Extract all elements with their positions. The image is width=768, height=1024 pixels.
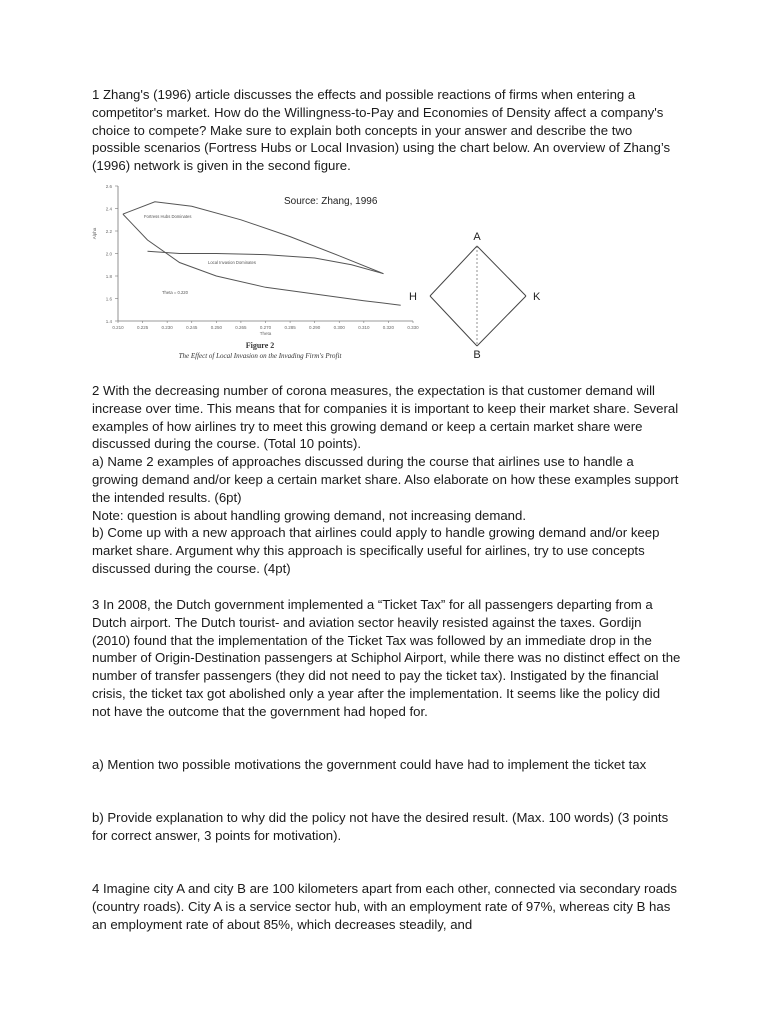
- y-tick-label: 2.0: [105, 251, 112, 257]
- annotation-fortress-hubs: Fortress Hubs Dominates: [144, 214, 192, 219]
- x-axis-label: Theta: [259, 331, 272, 336]
- edge-A-H: [430, 246, 477, 296]
- y-tick-label: 1.4: [105, 319, 112, 324]
- question-3-text: 3 In 2008, the Dutch government implemented a “Ticket Tax” for all passengers departing from a Dutch airport. The Dutch tourist- and aviation sector heavily resisted against the taxes. Gordijn (2010) found that the implementation of the Ticket Tax was followed by an immediate drop in the number of Origin-Destination passengers at Schiphol Airport, while there was no distinct effect on the number of transfer passengers (they did not need to pay the ticket tax). Instigated by the financial crisis, the ticket tax got abolished only a year after the implementation. It seems like the policy did not have the outcome that the government had hoped for.: [92, 597, 681, 719]
- question-3a-text: a) Mention two possible motivations the government could have had to implement the ticket tax: [92, 757, 647, 772]
- edge-H-B: [430, 296, 477, 346]
- edge-A-K: [477, 246, 526, 296]
- figure-caption-subtitle: The Effect of Local Invasion on the Invading Firm's Profit: [178, 352, 342, 360]
- y-tick-label: 1.6: [105, 296, 112, 302]
- node-label-A: A: [473, 231, 481, 243]
- x-tick-label: 0.270: [259, 325, 272, 330]
- question-3b-text: b) Provide explanation to why did the policy not have the desired result. (Max. 100 words) (3 points for correct answer, 3 points for motivation).: [92, 810, 669, 843]
- y-tick-label: 2.2: [105, 229, 112, 234]
- zhang-network-diagram: [405, 228, 555, 363]
- x-tick-label: 0.245: [186, 325, 198, 330]
- x-tick-label: 0.250: [210, 325, 222, 330]
- question-1-text: 1 Zhang's (1996) article discusses the effects and possible reactions of firms when entering a competitor's market. How do the Willingness-to-Pay and Economies of Density affect a company's choice to compete? Make sure to explain both concepts in your answer and describe the two possible scenarios (Fortress Hubs or Local Invasion) using the chart below. An overview of Zhang’s (1996) network is given in the second figure.: [92, 87, 671, 174]
- y-tick-label: 2.4: [105, 206, 112, 212]
- series-line: [148, 251, 384, 273]
- x-tick-label: 0.285: [284, 325, 296, 330]
- x-tick-label: 0.290: [309, 325, 321, 330]
- network-svg: [405, 228, 555, 363]
- question-4-text: 4 Imagine city A and city B are 100 kilometers apart from each other, connected via secondary roads (country roads). City A is a service sector hub, with an employment rate of 97%, whereas city B has an employment rate of about 85%, which decreases steadily, and: [92, 881, 677, 932]
- edge-K-B: [477, 296, 526, 346]
- figure-caption-title: Figure 2: [245, 341, 275, 350]
- y-tick-label: 2.6: [105, 184, 112, 189]
- y-axis-label: Alpha: [92, 227, 97, 240]
- y-tick-label: 1.8: [105, 274, 112, 279]
- node-label-K: K: [533, 291, 541, 303]
- node-label-B: B: [473, 349, 481, 361]
- x-tick-label: 0.265: [235, 325, 247, 330]
- zhang-chart: [88, 178, 428, 368]
- annotation-theta: Theta = 0.220: [162, 290, 188, 295]
- x-tick-label: 0.320: [382, 325, 395, 330]
- x-tick-label: 0.230: [161, 325, 173, 330]
- question-2-text: 2 With the decreasing number of corona measures, the expectation is that customer demand will increase over time. This means that for companies it is important to keep their market share. Several examples of how airlines try to meet this growing demand or keep a certain market share were discussed during the course. (Total 10 points). a) Name 2 examples of approaches discussed during the course that airlines use to handle a growing demand and/or keep a certain market share. Also elaborate on how these examples support the intended results. (6pt) Note: question is about handling growing demand, not increasing demand. b) Come up with a new approach that airlines could apply to handle growing demand and/or keep market share. Argument why this approach is specifically useful for airlines, try to use concepts discussed during the course. (4pt): [92, 383, 679, 576]
- x-tick-label: 0.210: [112, 325, 124, 330]
- x-tick-label: 0.330: [407, 325, 419, 330]
- annotation-local-invasion: Local Invasion Dominates: [208, 260, 256, 265]
- node-label-H: H: [409, 291, 417, 303]
- zhang-figure: [88, 178, 428, 368]
- x-tick-label: 0.225: [136, 325, 149, 330]
- x-tick-label: 0.300: [333, 325, 345, 330]
- chart-title: Source: Zhang, 1996: [284, 196, 378, 207]
- x-tick-label: 0.310: [358, 325, 370, 330]
